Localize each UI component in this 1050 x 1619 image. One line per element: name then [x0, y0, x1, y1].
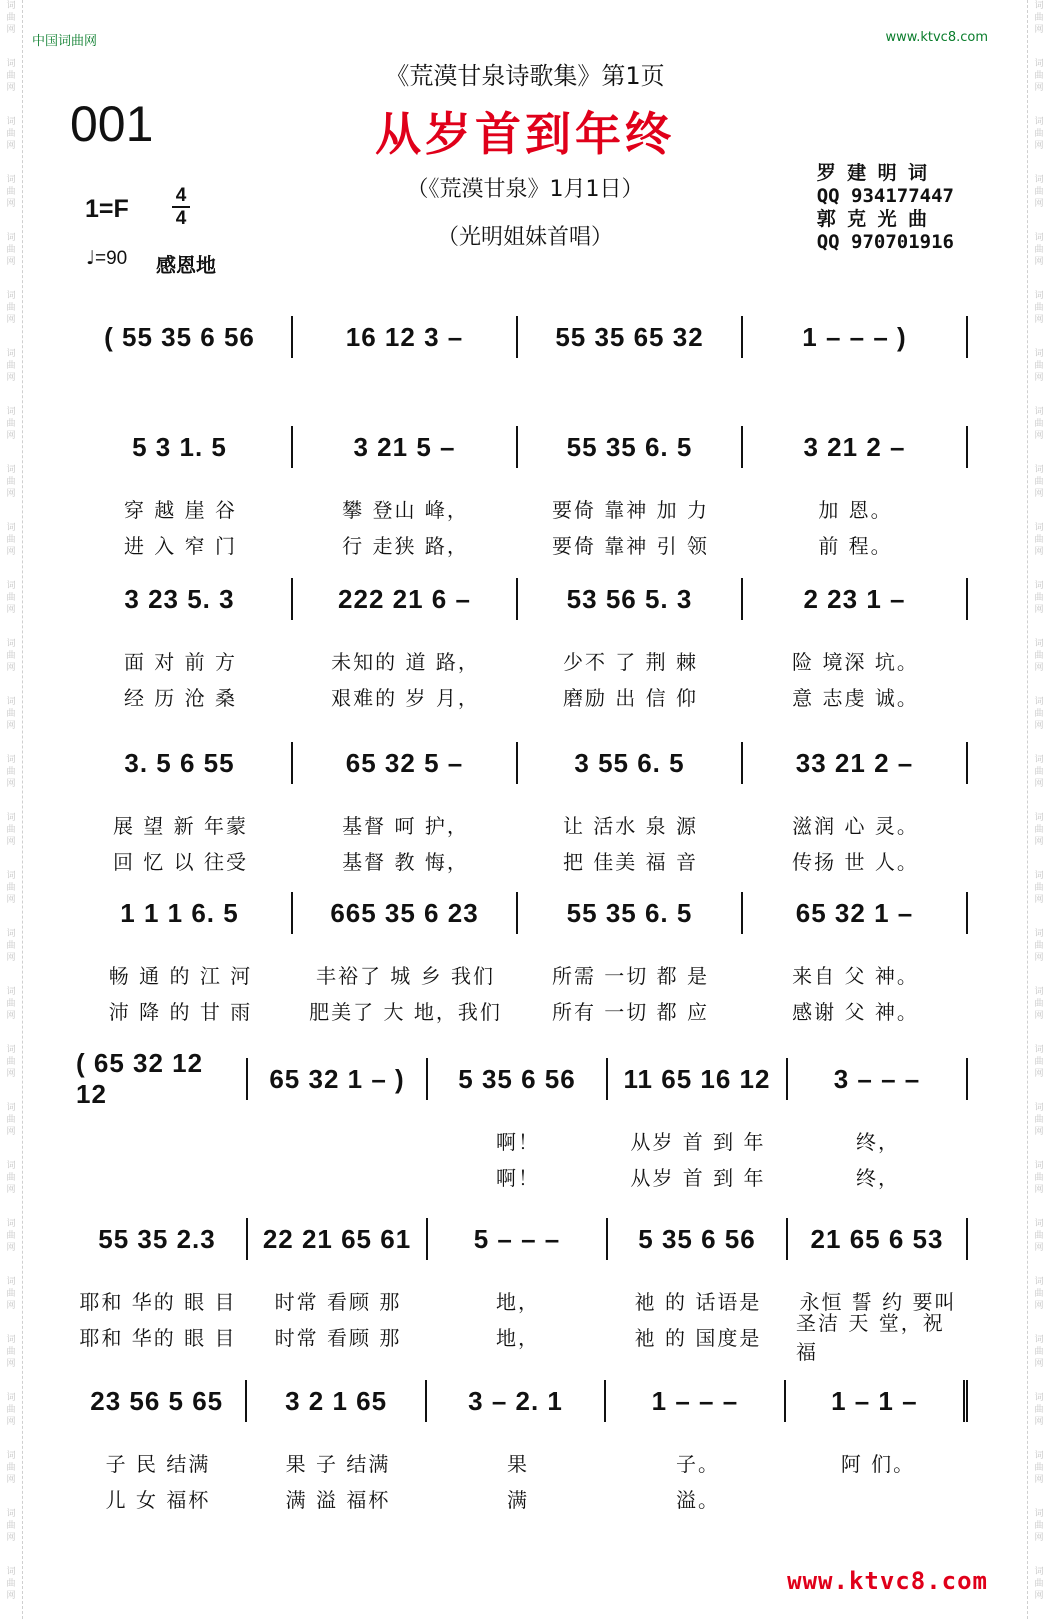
lyric-segment: 满 [507, 1487, 529, 1512]
quarter-note-icon: ♩ [86, 247, 95, 269]
edge-mark: 词 曲 网 [6, 233, 16, 267]
measure: 1 – – – [604, 1380, 783, 1422]
lyric-segment: 啊！ [496, 1129, 540, 1154]
lyric-line-1 [68, 492, 968, 524]
lyric-line-1 [68, 644, 968, 676]
lyric-segment: 子 民 结满 [105, 1451, 211, 1476]
notes-line [68, 1380, 968, 1422]
notes-line [68, 316, 968, 358]
edge-mark: 词 曲 网 [1034, 1219, 1044, 1253]
edge-mark: 词 曲 网 [1034, 1451, 1044, 1485]
lyric-line-1 [68, 1124, 968, 1156]
lyric-segment: 感谢 父 神。 [792, 999, 919, 1024]
singer-note: （光明姐妹首唱） [436, 225, 613, 250]
lyric-line-2 [68, 1311, 968, 1364]
edge-mark: 词 曲 网 [6, 117, 16, 151]
measure: 53 56 5. 3 [516, 578, 741, 620]
lyric-segment: 果 子 结满 [285, 1451, 391, 1476]
lyric-segment: 面 对 前 方 [123, 649, 238, 674]
lyric-segment: 啊！ [496, 1165, 540, 1190]
score-row [68, 578, 968, 712]
score-row [68, 1380, 968, 1514]
edge-mark: 词 曲 网 [6, 175, 16, 209]
edge-mark: 词 曲 网 [1034, 639, 1044, 673]
lyric-segment: 要倚 靠神 引 领 [551, 533, 710, 558]
measure: ( 55 35 6 56 [104, 321, 255, 352]
edge-mark: 词 曲 网 [6, 1161, 16, 1195]
measure: 3 – – – [786, 1058, 968, 1100]
edge-mark: 词 曲 网 [1034, 407, 1044, 441]
lyric-segment: 满 溢 福杯 [285, 1487, 391, 1512]
edge-mark: 词 曲 网 [1034, 987, 1044, 1021]
edge-mark: 词 曲 网 [6, 1393, 16, 1427]
edge-mark: 词 曲 网 [1034, 291, 1044, 325]
edge-mark: 词 曲 网 [6, 1335, 16, 1369]
edge-mark: 词 曲 网 [1034, 1161, 1044, 1195]
edge-mark: 词 曲 网 [6, 581, 16, 615]
lyric-segment: 加 恩。 [818, 497, 893, 522]
edge-mark: 词 曲 网 [1034, 349, 1044, 383]
measure: 65 32 5 – [291, 742, 516, 784]
measure: 55 35 6. 5 [516, 892, 741, 934]
collection-title: 《荒漠甘泉诗歌集》第1页 [385, 62, 665, 90]
lyric-segment: 把 佳美 福 音 [562, 849, 699, 874]
edge-mark: 词 曲 网 [1034, 117, 1044, 151]
lyric-segment: 行 走狭 路， [342, 533, 469, 558]
edge-mark: 词 曲 网 [6, 1103, 16, 1137]
lyric-segment: 少不 了 荆 棘 [562, 649, 699, 674]
tempo-value: =90 [94, 248, 128, 269]
lyric-segment: 耶和 华的 眼 目 [79, 1325, 237, 1350]
lyric-segment: 时常 看顾 那 [274, 1325, 402, 1350]
lyric-segment: 畅 通 的 江 河 [108, 963, 253, 988]
lyric-segment: 回 忆 以 往受 [112, 849, 249, 874]
key-signature: 1=F [85, 195, 129, 223]
edge-mark: 词 曲 网 [1034, 1393, 1044, 1427]
edge-mark: 词 曲 网 [6, 871, 16, 905]
lyric-segment: 时常 看顾 那 [274, 1289, 402, 1314]
measure: 3 – 2. 1 [425, 1380, 604, 1422]
measure: 1 1 1 6. 5 [120, 897, 239, 928]
score-row [68, 1048, 968, 1192]
lyric-segment: 沛 降 的 甘 雨 [108, 999, 253, 1024]
edge-mark: 词 曲 网 [6, 1509, 16, 1543]
measure: 55 35 65 32 [516, 316, 741, 358]
edge-mark: 词 曲 网 [1034, 1277, 1044, 1311]
measure: 33 21 2 – [741, 742, 968, 784]
edge-mark: 词 曲 网 [1034, 929, 1044, 963]
edge-mark: 词 曲 网 [6, 407, 16, 441]
lyric-segment: 所有 一切 都 应 [551, 999, 710, 1024]
lyric-segment: 滋润 心 灵。 [792, 813, 919, 838]
lyric-line-2 [68, 994, 968, 1026]
score-row [68, 892, 968, 1026]
lyric-segment: 要倚 靠神 加 力 [551, 497, 710, 522]
edge-mark: 词 曲 网 [1034, 1, 1044, 35]
score-row [68, 316, 968, 358]
edge-mark: 词 曲 网 [6, 349, 16, 383]
lyric-segment: 从岁 首 到 年 [630, 1165, 766, 1190]
lyric-segment: 终， [856, 1129, 900, 1154]
lyric-segment: 终， [856, 1165, 900, 1190]
measure: 65 32 1 – ) [246, 1058, 426, 1100]
edge-mark: 词 曲 网 [6, 1277, 16, 1311]
edge-mark: 词 曲 网 [6, 465, 16, 499]
lyric-segment: 祂 的 话语是 [634, 1289, 762, 1314]
edge-mark: 词 曲 网 [6, 697, 16, 731]
lyric-line-2 [68, 1160, 968, 1192]
lyric-segment: 进 入 窄 门 [123, 533, 238, 558]
measure: 3 21 2 – [741, 426, 968, 468]
lyric-segment: 前 程。 [818, 533, 893, 558]
measure: 1 – – – ) [741, 316, 968, 358]
song-subtitle: （《荒漠甘泉》1月1日） [406, 177, 644, 202]
edge-mark: 词 曲 网 [1034, 697, 1044, 731]
lyric-line-2 [68, 528, 968, 560]
score-row [68, 1218, 968, 1364]
edge-mark: 词 曲 网 [6, 1, 16, 35]
lyricist-qq: QQ 934177447 [816, 185, 954, 207]
measure: ( 65 32 12 12 [76, 1048, 204, 1109]
lyric-segment: 肥美了 大 地，我们 [309, 999, 502, 1024]
measure: 16 12 3 – [291, 316, 516, 358]
edge-mark: 词 曲 网 [6, 523, 16, 557]
edge-mark: 词 曲 网 [1034, 233, 1044, 267]
lyric-line-2 [68, 1482, 968, 1514]
edge-mark: 词 曲 网 [1034, 59, 1044, 93]
composer-qq: QQ 970701916 [816, 231, 954, 253]
measure: 5 35 6 56 [426, 1058, 606, 1100]
notes-line [68, 892, 968, 934]
edge-mark: 词 曲 网 [6, 1567, 16, 1601]
lyric-segment: 基督 教 悔， [342, 849, 469, 874]
notes-line [68, 1218, 968, 1260]
edge-mark: 词 曲 网 [6, 1045, 16, 1079]
edge-mark: 词 曲 网 [6, 1451, 16, 1485]
measure: 2 23 1 – [741, 578, 968, 620]
measure: 55 35 2.3 [98, 1223, 216, 1254]
lyric-segment: 圣洁 天 堂，祝福 [796, 1311, 945, 1364]
notes-line [68, 426, 968, 468]
edge-mark: 词 曲 网 [1034, 1103, 1044, 1137]
edge-mark: 词 曲 网 [6, 755, 16, 789]
measure: 23 56 5 65 [90, 1385, 224, 1416]
measure: 11 65 16 12 [606, 1058, 786, 1100]
measure: 55 35 6. 5 [516, 426, 741, 468]
lyric-segment: 丰裕了 城 乡 我们 [315, 963, 496, 988]
lyric-segment: 阿 们。 [840, 1451, 916, 1476]
lyricist: 罗 建 明 词 [816, 162, 928, 184]
edge-mark: 词 曲 网 [1034, 813, 1044, 847]
lyric-segment: 艰难的 岁 月， [331, 685, 480, 710]
lyric-segment: 溢。 [676, 1487, 720, 1512]
lyric-segment: 地， [496, 1325, 540, 1350]
edge-mark: 词 曲 网 [6, 1219, 16, 1253]
measure: 3. 5 6 55 [124, 747, 235, 778]
score-row [68, 426, 968, 560]
measure: 3 21 5 – [291, 426, 516, 468]
edge-mark: 词 曲 网 [6, 929, 16, 963]
lyric-segment: 所需 一切 都 是 [551, 963, 710, 988]
lyric-line-2 [68, 680, 968, 712]
lyric-segment: 未知的 道 路， [331, 649, 480, 674]
site-url-right[interactable]: www.ktvc8.com [885, 30, 988, 45]
lyric-segment: 攀 登山 峰， [342, 497, 469, 522]
edge-mark: 词 曲 网 [6, 813, 16, 847]
measure: 65 32 1 – [741, 892, 968, 934]
measure: 3 55 6. 5 [516, 742, 741, 784]
measure: 21 65 6 53 [786, 1218, 968, 1260]
notes-line [68, 1048, 968, 1109]
lyric-segment: 让 活水 泉 源 [562, 813, 699, 838]
time-signature [172, 186, 190, 228]
lyric-segment: 祂 的 国度是 [634, 1325, 762, 1350]
lyric-segment: 穿 越 崖 谷 [123, 497, 238, 522]
edge-mark: 词 曲 网 [6, 59, 16, 93]
lyric-line-1 [68, 958, 968, 990]
time-bottom: 4 [175, 208, 187, 229]
edge-mark: 词 曲 网 [1034, 465, 1044, 499]
lyric-segment: 果 [507, 1451, 529, 1476]
song-title: 从岁首到年终 [375, 107, 675, 161]
lyric-line-1 [68, 1446, 968, 1478]
lyric-segment: 经 历 沧 桑 [123, 685, 238, 710]
measure: 3 2 1 65 [245, 1380, 424, 1422]
lyric-line-1 [68, 808, 968, 840]
measure: 5 3 1. 5 [132, 431, 227, 462]
site-logo[interactable]: www.ktvc8.com [787, 1567, 988, 1595]
edge-mark: 词 曲 网 [1034, 1335, 1044, 1369]
measure: 1 – 1 – [784, 1380, 968, 1422]
edge-mark: 词 曲 网 [1034, 581, 1044, 615]
site-name-left[interactable]: 中国词曲网 [32, 34, 98, 49]
expression-marking: 感恩地 [156, 253, 216, 277]
composer: 郭 克 光 曲 [816, 208, 928, 230]
lyric-segment: 意 志虔 诚。 [792, 685, 919, 710]
measure: 5 – – – [426, 1218, 606, 1260]
lyric-segment: 传扬 世 人。 [792, 849, 919, 874]
edge-mark: 词 曲 网 [1034, 1509, 1044, 1543]
lyric-segment: 地， [496, 1289, 540, 1314]
edge-mark: 词 曲 网 [1034, 1567, 1044, 1601]
measure: 22 21 65 61 [246, 1218, 426, 1260]
measure: 665 35 6 23 [291, 892, 516, 934]
notes-line [68, 578, 968, 620]
edge-mark: 词 曲 网 [1034, 871, 1044, 905]
edge-mark: 词 曲 网 [6, 987, 16, 1021]
song-number: 001 [70, 96, 154, 152]
edge-mark: 词 曲 网 [6, 639, 16, 673]
lyric-segment: 展 望 新 年蒙 [112, 813, 249, 838]
measure: 5 35 6 56 [606, 1218, 786, 1260]
lyric-segment: 磨励 出 信 仰 [562, 685, 699, 710]
edge-mark: 词 曲 网 [1034, 755, 1044, 789]
edge-mark: 词 曲 网 [1034, 523, 1044, 557]
credits-block [817, 162, 954, 254]
score-row [68, 742, 968, 876]
lyric-segment: 险 境深 坑。 [792, 649, 919, 674]
lyric-segment: 从岁 首 到 年 [630, 1129, 766, 1154]
lyric-line-2 [68, 844, 968, 876]
lyric-segment: 儿 女 福杯 [105, 1487, 211, 1512]
time-top: 4 [175, 185, 187, 206]
measure: 222 21 6 – [291, 578, 516, 620]
lyric-segment: 基督 呵 护， [342, 813, 469, 838]
lyric-segment: 耶和 华的 眼 目 [79, 1289, 237, 1314]
tempo-marking [86, 247, 127, 270]
edge-mark: 词 曲 网 [6, 291, 16, 325]
lyric-segment: 子。 [676, 1451, 720, 1476]
lyric-segment: 永恒 誓 约 要叫 [799, 1289, 957, 1314]
edge-mark: 词 曲 网 [1034, 1045, 1044, 1079]
measure: 3 23 5. 3 [124, 583, 235, 614]
lyric-segment: 来自 父 神。 [792, 963, 919, 988]
edge-mark: 词 曲 网 [1034, 175, 1044, 209]
notes-line [68, 742, 968, 784]
